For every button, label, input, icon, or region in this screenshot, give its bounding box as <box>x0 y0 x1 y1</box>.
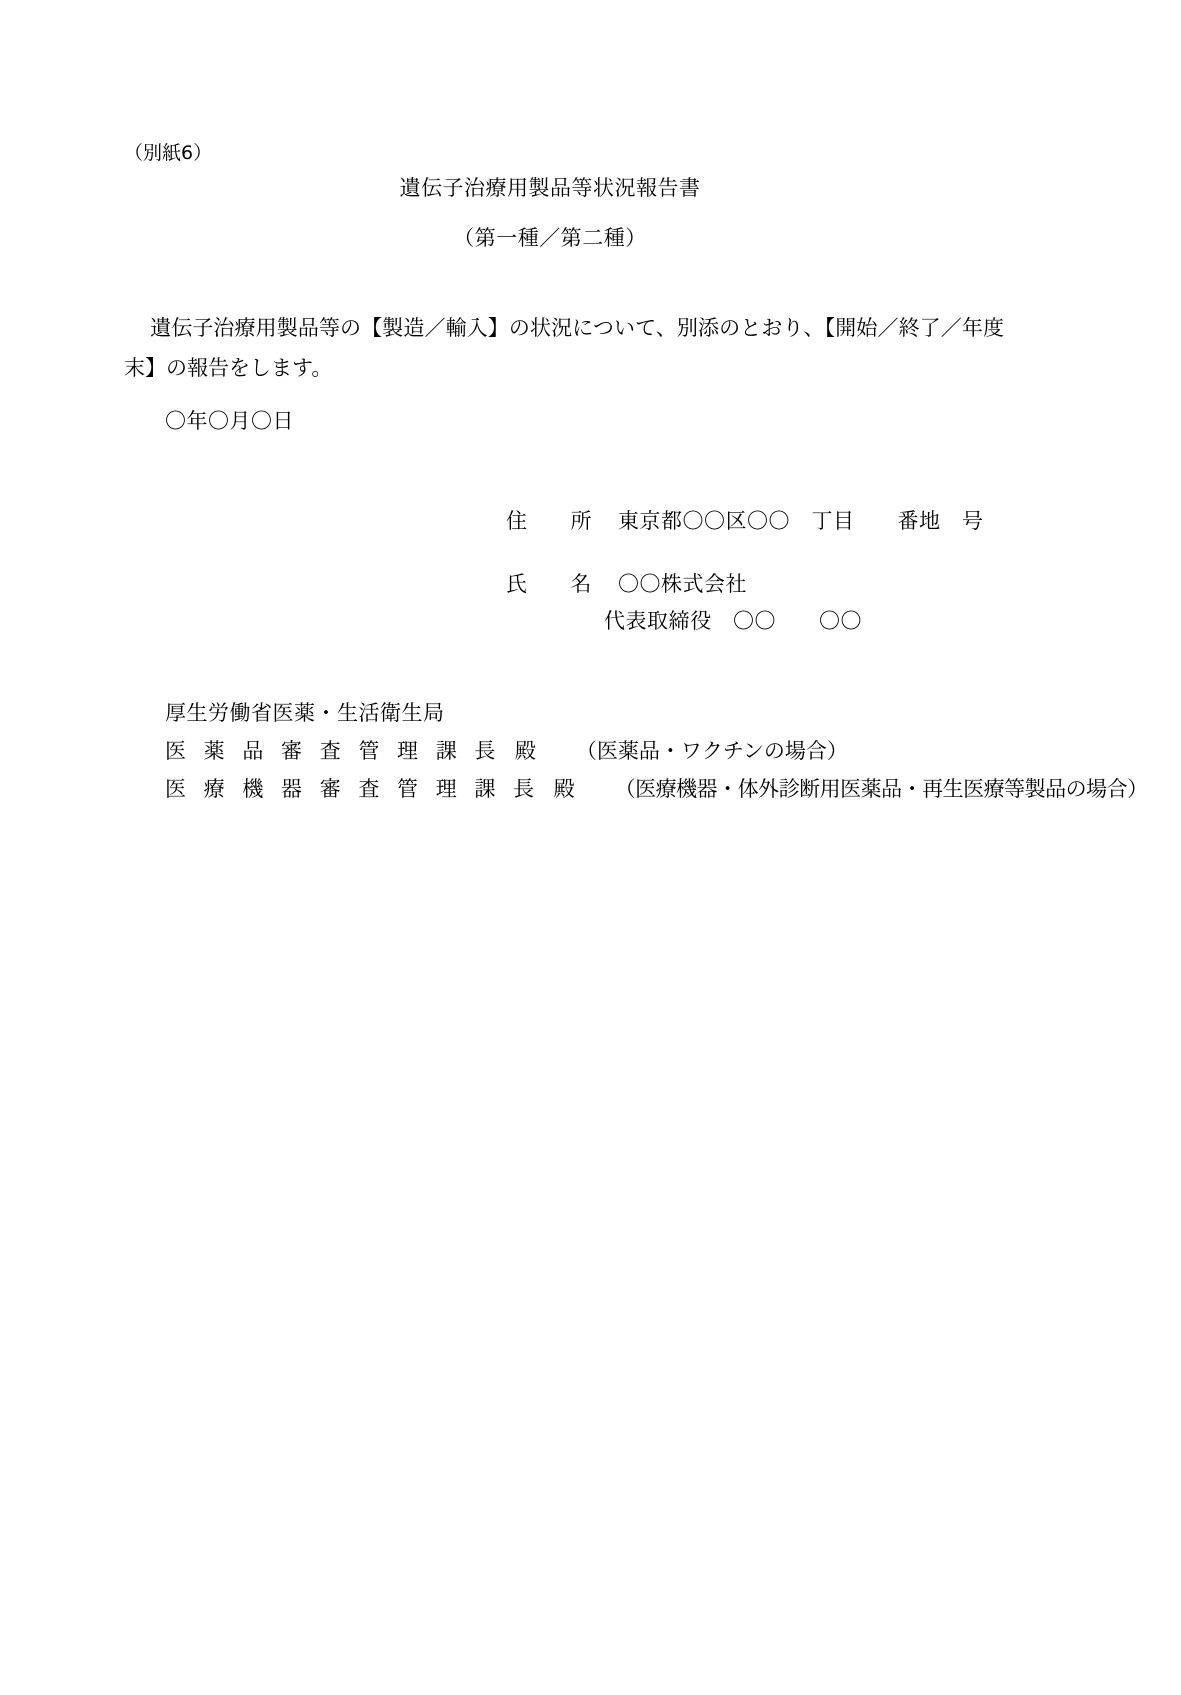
addressee-row1-honorific: 殿 <box>514 739 536 763</box>
date-line: 〇年〇月〇日 <box>165 409 294 433</box>
applicant-name-line <box>506 568 747 598</box>
applicant-name-value: 〇〇株式会社 <box>618 572 747 596</box>
addressee-row2-note: （医療機器・体外診断用医薬品・再生医療等製品の場合） <box>614 777 1148 801</box>
document-subtitle: （第一種／第二種） <box>453 226 647 250</box>
addressee-row1-note: （医薬品・ワクチンの場合） <box>575 739 848 763</box>
applicant-address-label: 住 所 <box>506 509 592 533</box>
addressee-row2-title: 医 療 機 器 審 査 管 理 課 長 <box>165 777 540 801</box>
addressee-row2-honorific: 殿 <box>553 777 575 801</box>
body-paragraph <box>124 308 1004 388</box>
applicant-address-value: 東京都〇〇区〇〇 丁目 番地 号 <box>618 509 984 533</box>
document-title: 遺伝子治療用製品等状況報告書 <box>399 176 701 200</box>
applicant-address-line <box>506 505 984 535</box>
addressee-row1-title: 医 薬 品 審 査 管 理 課 長 <box>165 739 501 763</box>
body-paragraph-text: 遺伝子治療用製品等の【製造／輸入】の状況について、別添のとおり、【開始／終了／年度末】の報告をします。 <box>124 316 1004 380</box>
form-number: （別紙6） <box>124 142 213 164</box>
addressee-bureau: 厚生労働省医薬・生活衛生局 <box>165 701 445 725</box>
applicant-representative: 代表取締役 〇〇 〇〇 <box>604 609 862 633</box>
addressee-row-medical-device <box>165 773 1148 803</box>
addressee-row-pharmaceutical <box>165 735 848 765</box>
applicant-name-label: 氏 名 <box>506 572 592 596</box>
